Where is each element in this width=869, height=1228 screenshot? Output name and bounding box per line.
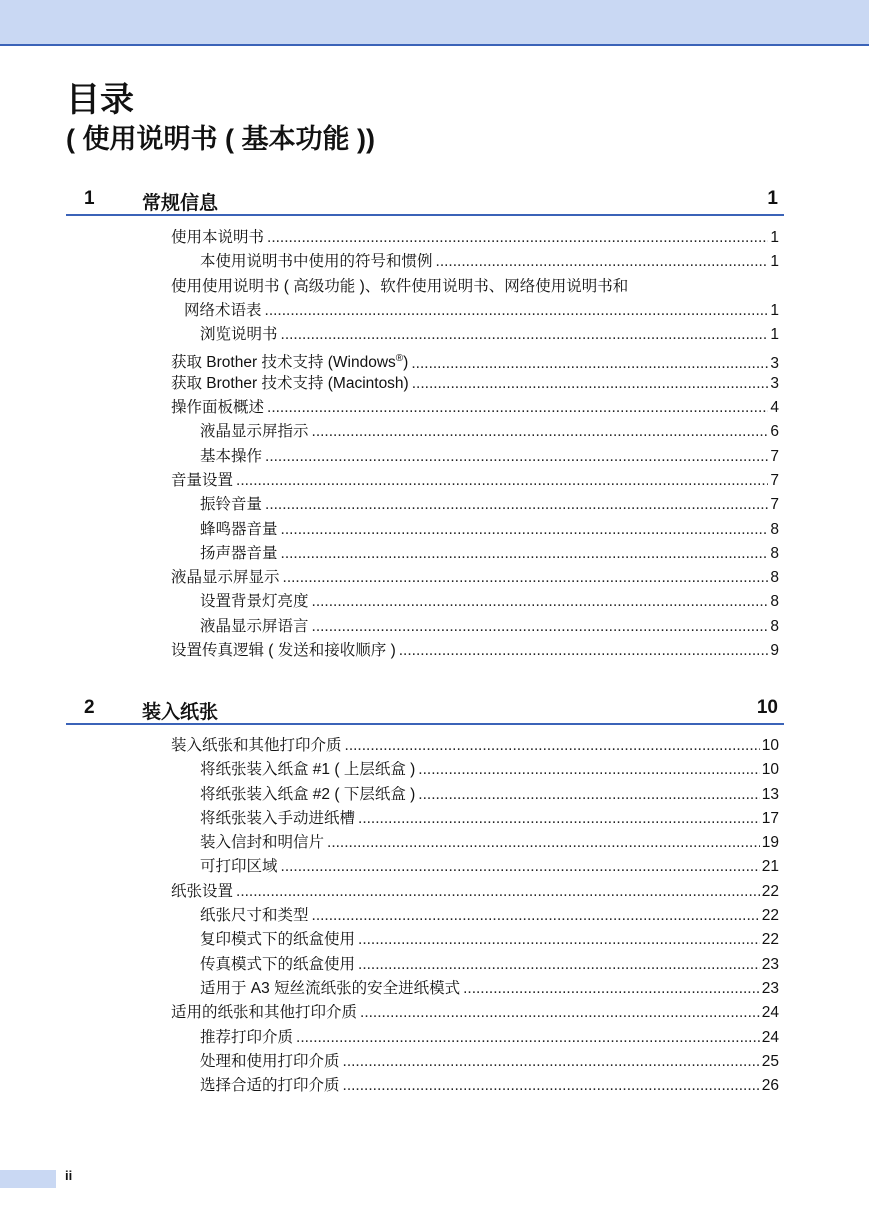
toc-entry[interactable] bbox=[171, 250, 779, 274]
toc-entry-page: 10 bbox=[761, 737, 779, 754]
toc-entry-title: 适用的纸张和其他打印介质 bbox=[171, 1004, 358, 1022]
toc-entry[interactable] bbox=[171, 226, 779, 250]
toc-entry-page: 22 bbox=[761, 907, 779, 925]
toc-entry[interactable] bbox=[171, 566, 779, 590]
toc-leader-dots bbox=[358, 807, 760, 831]
chapter-number: 2 bbox=[84, 697, 95, 718]
toc-entry-page: 8 bbox=[770, 593, 779, 611]
toc-entry[interactable] bbox=[171, 904, 779, 928]
toc-entry[interactable] bbox=[171, 855, 779, 879]
toc-entry[interactable] bbox=[171, 977, 779, 1001]
toc-leader-dots bbox=[412, 372, 769, 396]
toc-leader-dots bbox=[267, 396, 768, 420]
toc-entry-title: 装入纸张和其他打印介质 bbox=[171, 737, 342, 754]
footer-band bbox=[0, 1170, 56, 1188]
toc-entry-title: 音量设置 bbox=[171, 471, 234, 489]
toc-leader-dots bbox=[345, 734, 760, 758]
toc-entry-title: 可打印区域 bbox=[200, 858, 278, 876]
toc-entry-page: 23 bbox=[761, 979, 779, 997]
toc-entry[interactable] bbox=[171, 880, 779, 904]
toc-entry-page: 9 bbox=[770, 642, 779, 660]
toc-entry[interactable] bbox=[171, 372, 779, 396]
toc-leader-dots bbox=[343, 1074, 760, 1098]
chapter-1-entries bbox=[171, 226, 779, 663]
toc-entry-page: 7 bbox=[770, 471, 779, 489]
toc-entry[interactable] bbox=[171, 469, 779, 493]
toc-leader-dots bbox=[399, 639, 769, 663]
toc-entry-page: 26 bbox=[761, 1077, 779, 1095]
toc-entry[interactable] bbox=[171, 590, 779, 614]
chapter-number: 1 bbox=[84, 188, 95, 209]
toc-entry[interactable] bbox=[171, 1001, 779, 1025]
toc-entry-page: 23 bbox=[761, 955, 779, 973]
toc-entry-page: 19 bbox=[761, 834, 779, 852]
toc-leader-dots bbox=[236, 469, 768, 493]
toc-entry-title: 将纸张装入手动进纸槽 bbox=[200, 809, 356, 827]
toc-entry[interactable] bbox=[171, 639, 779, 663]
toc-entry-title: 浏览说明书 bbox=[200, 326, 278, 344]
toc-entry-title: 选择合适的打印介质 bbox=[200, 1077, 340, 1095]
chapter-2-entries bbox=[171, 734, 779, 1098]
toc-entry-title: 将纸张装入纸盒 #2 ( 下层纸盒 ) bbox=[200, 785, 416, 803]
toc-leader-dots bbox=[281, 518, 769, 542]
toc-entry-title: 使用使用说明书 ( 高级功能 )、软件使用说明书、网络使用说明书和 bbox=[171, 277, 629, 295]
toc-leader-dots bbox=[281, 542, 769, 566]
toc-entry-title: 将纸张装入纸盒 #1 ( 上层纸盒 ) bbox=[200, 761, 416, 779]
toc-entry-title: 液晶显示屏指示 bbox=[200, 423, 309, 441]
toc-entry[interactable] bbox=[171, 299, 779, 323]
toc-leader-dots bbox=[267, 226, 768, 250]
toc-entry-title: 适用于 A3 短丝流纸张的安全进纸模式 bbox=[200, 979, 461, 997]
toc-entry-page: 1 bbox=[770, 301, 779, 319]
toc-entry-page: 7 bbox=[770, 447, 779, 465]
toc-entry-page: 3 bbox=[770, 354, 779, 372]
toc-entry[interactable] bbox=[171, 928, 779, 952]
toc-entry-title: 装入信封和明信片 bbox=[200, 834, 325, 852]
toc-entry[interactable] bbox=[171, 1074, 779, 1098]
toc-entry-title: 获取 Brother 技术支持 (Macintosh) bbox=[171, 374, 409, 392]
toc-entry-title: 复印模式下的纸盒使用 bbox=[200, 931, 356, 949]
toc-leader-dots bbox=[418, 758, 759, 782]
toc-entry-title: 纸张设置 bbox=[171, 882, 234, 900]
toc-entry-title: 设置传真逻辑 ( 发送和接收顺序 ) bbox=[171, 642, 396, 660]
toc-entry[interactable] bbox=[171, 396, 779, 420]
toc-entry-title: 获取 Brother 技术支持 (Windows®) bbox=[171, 353, 409, 372]
toc-entry-title: 蜂鸣器音量 bbox=[200, 520, 278, 538]
toc-entry-title: 设置背景灯亮度 bbox=[200, 593, 309, 611]
toc-leader-dots bbox=[281, 323, 769, 347]
toc-entry[interactable] bbox=[171, 783, 779, 807]
toc-entry-title: 本使用说明书中使用的符号和惯例 bbox=[200, 253, 433, 271]
toc-entry-title: 传真模式下的纸盒使用 bbox=[200, 955, 356, 973]
toc-entry-title: 振铃音量 bbox=[200, 496, 263, 514]
chapter-page: 1 bbox=[767, 188, 778, 209]
toc-entry-title: 网络术语表 bbox=[184, 301, 262, 319]
toc-leader-dots bbox=[236, 880, 760, 904]
toc-entry[interactable] bbox=[171, 953, 779, 977]
toc-entry[interactable] bbox=[171, 1026, 779, 1050]
toc-entry[interactable] bbox=[171, 518, 779, 542]
toc-leader-dots bbox=[358, 928, 760, 952]
footer-page-number: ii bbox=[65, 1168, 73, 1183]
toc-entry-page: 8 bbox=[770, 617, 779, 635]
toc-entry[interactable] bbox=[171, 323, 779, 347]
toc-leader-dots bbox=[312, 420, 769, 444]
toc-entry[interactable] bbox=[171, 734, 779, 758]
toc-leader-dots bbox=[265, 493, 768, 517]
toc-entry-page: 1 bbox=[770, 253, 779, 271]
toc-entry-page: 13 bbox=[761, 785, 779, 803]
page-title: 目录 bbox=[66, 81, 134, 119]
toc-leader-dots bbox=[418, 783, 759, 807]
toc-entry-page: 21 bbox=[761, 858, 779, 876]
toc-leader-dots bbox=[265, 299, 769, 323]
toc-entry-page: 8 bbox=[770, 544, 779, 562]
toc-entry[interactable] bbox=[171, 542, 779, 566]
toc-leader-dots bbox=[343, 1050, 760, 1074]
chapter-page: 10 bbox=[756, 697, 778, 718]
toc-leader-dots bbox=[283, 566, 769, 590]
toc-entry[interactable] bbox=[171, 1050, 779, 1074]
toc-entry[interactable] bbox=[171, 615, 779, 639]
toc-entry[interactable] bbox=[171, 831, 779, 855]
toc-entry-title: 纸张尺寸和类型 bbox=[200, 907, 309, 925]
toc-leader-dots bbox=[436, 250, 769, 274]
toc-leader-dots bbox=[327, 831, 760, 855]
chapter-title: 装入纸张 bbox=[142, 702, 219, 723]
toc-leader-dots bbox=[265, 445, 768, 469]
toc-entry-page: 24 bbox=[761, 1004, 779, 1022]
toc-leader-dots bbox=[281, 855, 760, 879]
toc-entry-page: 24 bbox=[761, 1028, 779, 1046]
toc-entry-title: 使用本说明书 bbox=[171, 229, 265, 246]
toc-entry-page: 22 bbox=[761, 931, 779, 949]
toc-entry[interactable] bbox=[171, 420, 779, 444]
toc-entry-title: 液晶显示屏语言 bbox=[200, 617, 309, 635]
toc-leader-dots bbox=[360, 1001, 760, 1025]
toc-entry-page: 8 bbox=[770, 569, 779, 587]
toc-entry[interactable] bbox=[171, 445, 779, 469]
chapter-heading-2[interactable] bbox=[66, 697, 784, 725]
toc-entry-title: 操作面板概述 bbox=[171, 399, 265, 417]
toc-entry-title: 扬声器音量 bbox=[200, 544, 278, 562]
toc-leader-dots bbox=[296, 1026, 760, 1050]
toc-entry-page: 7 bbox=[770, 496, 779, 514]
toc-entry-title: 基本操作 bbox=[200, 447, 263, 465]
toc-leader-dots bbox=[463, 977, 760, 1001]
toc-entry[interactable] bbox=[171, 275, 779, 299]
toc-entry-page: 1 bbox=[770, 326, 779, 344]
toc-entry-title: 处理和使用打印介质 bbox=[200, 1052, 340, 1070]
toc-entry-page: 22 bbox=[761, 882, 779, 900]
toc-entry[interactable] bbox=[171, 493, 779, 517]
toc-entry-page: 6 bbox=[770, 423, 779, 441]
chapter-title: 常规信息 bbox=[142, 193, 219, 214]
page-subtitle: ( 使用说明书 ( 基本功能 )) bbox=[66, 124, 375, 154]
toc-entry-page: 4 bbox=[770, 399, 779, 417]
toc-entry-page: 10 bbox=[761, 761, 779, 779]
toc-entry-page: 3 bbox=[770, 374, 779, 392]
toc-entry-page: 1 bbox=[770, 229, 779, 246]
toc-entry-page: 17 bbox=[761, 809, 779, 827]
toc-entry-page: 8 bbox=[770, 520, 779, 538]
toc-leader-dots bbox=[312, 615, 769, 639]
toc-entry-page: 25 bbox=[761, 1052, 779, 1070]
toc-entry[interactable] bbox=[171, 758, 779, 782]
toc-leader-dots bbox=[358, 953, 760, 977]
chapter-heading-1[interactable] bbox=[66, 188, 784, 216]
toc-entry-title: 推荐打印介质 bbox=[200, 1028, 294, 1046]
toc-entry[interactable] bbox=[171, 807, 779, 831]
toc-entry-title: 液晶显示屏显示 bbox=[171, 569, 280, 587]
toc-leader-dots bbox=[312, 904, 760, 928]
toc-leader-dots bbox=[312, 590, 769, 614]
toc-entry[interactable] bbox=[171, 347, 779, 371]
header-band bbox=[0, 0, 869, 46]
